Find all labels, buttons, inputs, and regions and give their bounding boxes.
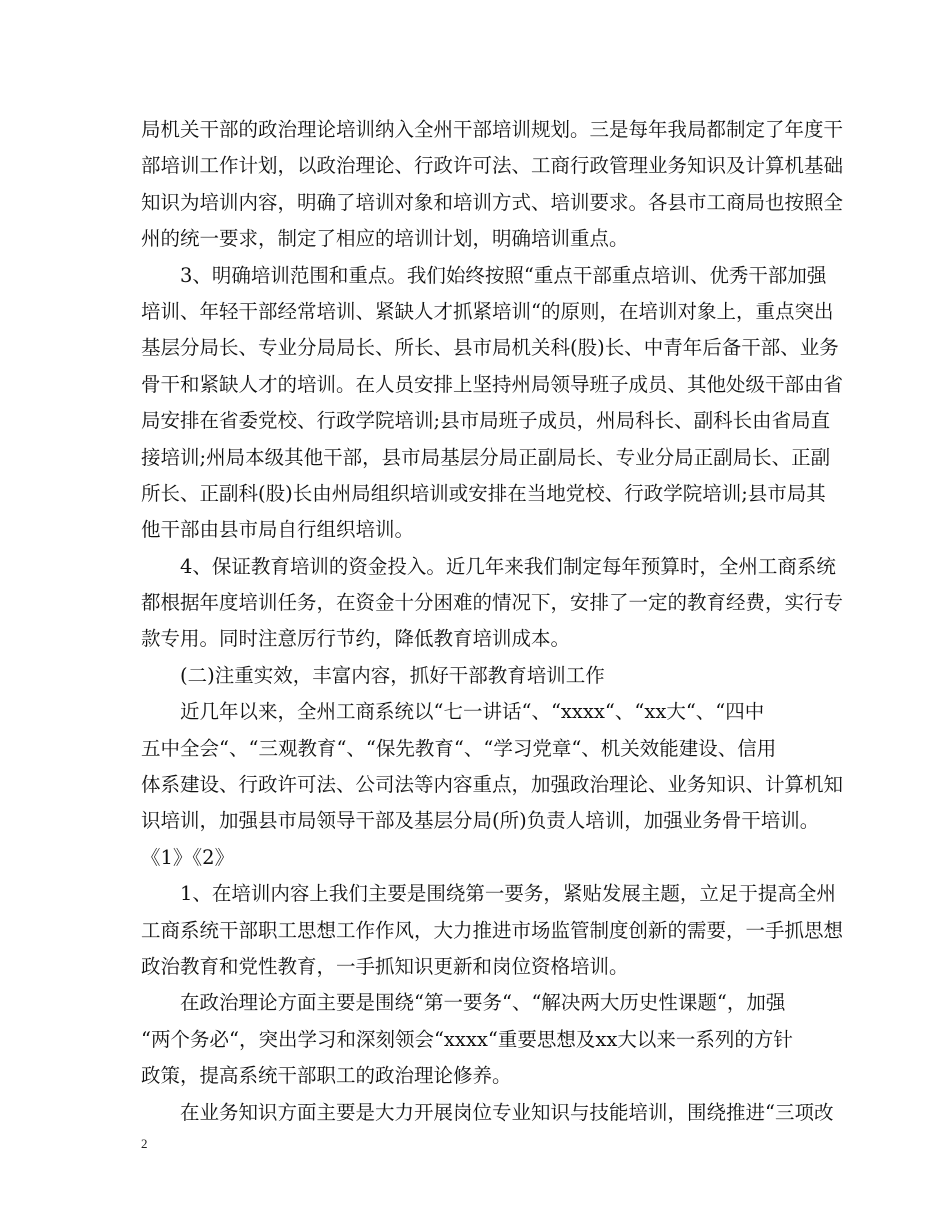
text-line: 知识为培训内容，明确了培训对象和培训方式、培训要求。各县市工商局也按照全 [141,190,844,214]
text-line: 近几年以来，全州工商系统以“七一讲话“、“xxxx“、“xx大“、“四中 [141,700,765,724]
text-line: 骨干和紧缺人才的培训。在人员安排上坚持州局领导班子成员、其他处级干部由省 [141,372,844,396]
page-number: 2 [141,1136,148,1151]
text-line: 培训、年轻干部经常培训、紧缺人才抓紧培训“的原则，在培训对象上，重点突出 [141,299,834,323]
text-line: 款专用。同时注意厉行节约，降低教育培训成本。 [141,627,571,651]
text-line: 政策，提高系统干部职工的政治理论修养。 [141,1064,512,1088]
text-line: 五中全会“、“三观教育“、“保先教育“、“学习党章“、机关效能建设、信用 [141,736,777,760]
text-line: 工商系统干部职工思想工作作风，大力推进市场监管制度创新的需要，一手抓思想 [141,918,844,942]
text-line: 4、保证教育培训的资金投入。近几年来我们制定每年预算时，全州工商系统 [141,554,836,578]
text-line: 在政治理论方面主要是围绕“第一要务“、“解决两大历史性课题“，加强 [141,991,786,1015]
text-line: 他干部由县市局自行组织培训。 [141,518,415,542]
text-line: 在业务知识方面主要是大力开展岗位专业知识与技能培训，围绕推进“三项改 [141,1100,834,1124]
text-line: 3、明确培训范围和重点。我们始终按照“重点干部重点培训、优秀干部加强 [141,263,827,287]
text-line: 体系建设、行政许可法、公司法等内容重点，加强政治理论、业务知识、计算机知 [141,773,844,797]
document-body [141,112,844,1131]
text-line: 所长、正副科(股)长由州局组织培训或安排在当地党校、行政学院培训;县市局其 [141,481,826,505]
text-line: 局安排在省委党校、行政学院培训;县市局班子成员，州局科长、副科长由省局直 [141,409,831,433]
text-line: 基层分局长、专业分局局长、所长、县市局机关科(股)长、中青年后备干部、业务 [141,336,839,360]
section-heading: (二)注重实效，丰富内容，抓好干部教育培训工作 [141,663,605,687]
text-line: 部培训工作计划，以政治理论、行政许可法、工商行政管理业务知识及计算机基础 [141,154,844,178]
text-line: 识培训，加强县市局领导干部及基层分局(所)负责人培训，加强业务骨干培训。 [141,809,820,833]
text-line: 州的统一要求，制定了相应的培训计划，明确培训重点。 [141,227,629,251]
text-line: 《1》《2》 [141,845,235,869]
text-line: 接培训;州局本级其他干部，县市局基层分局正副局长、专业分局正副局长、正副 [141,445,831,469]
text-line: 局机关干部的政治理论培训纳入全州干部培训规划。三是每年我局都制定了年度干 [141,118,844,141]
text-line: “两个务必“，突出学习和深刻领会“xxxx“重要思想及xx大以来一系列的方针 [141,1027,793,1051]
text-line: 都根据年度培训任务，在资金十分困难的情况下，安排了一定的教育经费，实行专 [141,591,844,615]
text-line: 1、在培训内容上我们主要是围绕第一要务，紧贴发展主题，立足于提高全州 [141,882,836,906]
text-line: 政治教育和党性教育，一手抓知识更新和岗位资格培训。 [141,954,629,978]
